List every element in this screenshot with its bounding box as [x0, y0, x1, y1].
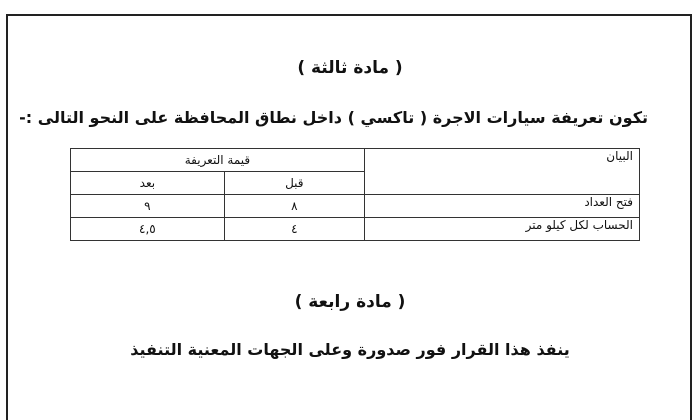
implementation-text: ينفذ هذا القرار فور صدورة وعلى الجهات المعنية التنفيذ: [130, 340, 570, 359]
table-row: [71, 218, 640, 241]
tariff-intro-text: تكون تعريفة سيارات الاجرة ( تاكسي ) داخل نطاق المحافظة على النحو التالى :-: [19, 108, 648, 127]
header-tariff-value: قيمة التعريفة: [71, 149, 365, 172]
table-row: [71, 195, 640, 218]
row-description: فتح العداد: [364, 195, 639, 218]
header-before: قبل: [224, 172, 364, 195]
row-description: الحساب لكل كيلو متر: [364, 218, 639, 241]
table-header-row: [71, 149, 640, 172]
tariff-table: [70, 148, 640, 241]
article-four-title: ( مادة رابعة ): [294, 292, 406, 312]
header-after: بعد: [71, 172, 225, 195]
article-three-title: ( مادة ثالثة ): [297, 58, 403, 78]
row-before-value: ٨: [224, 195, 364, 218]
row-after-value: ٤,٥: [71, 218, 225, 241]
header-description: البيان: [364, 149, 639, 195]
row-after-value: ٩: [71, 195, 225, 218]
row-before-value: ٤: [224, 218, 364, 241]
